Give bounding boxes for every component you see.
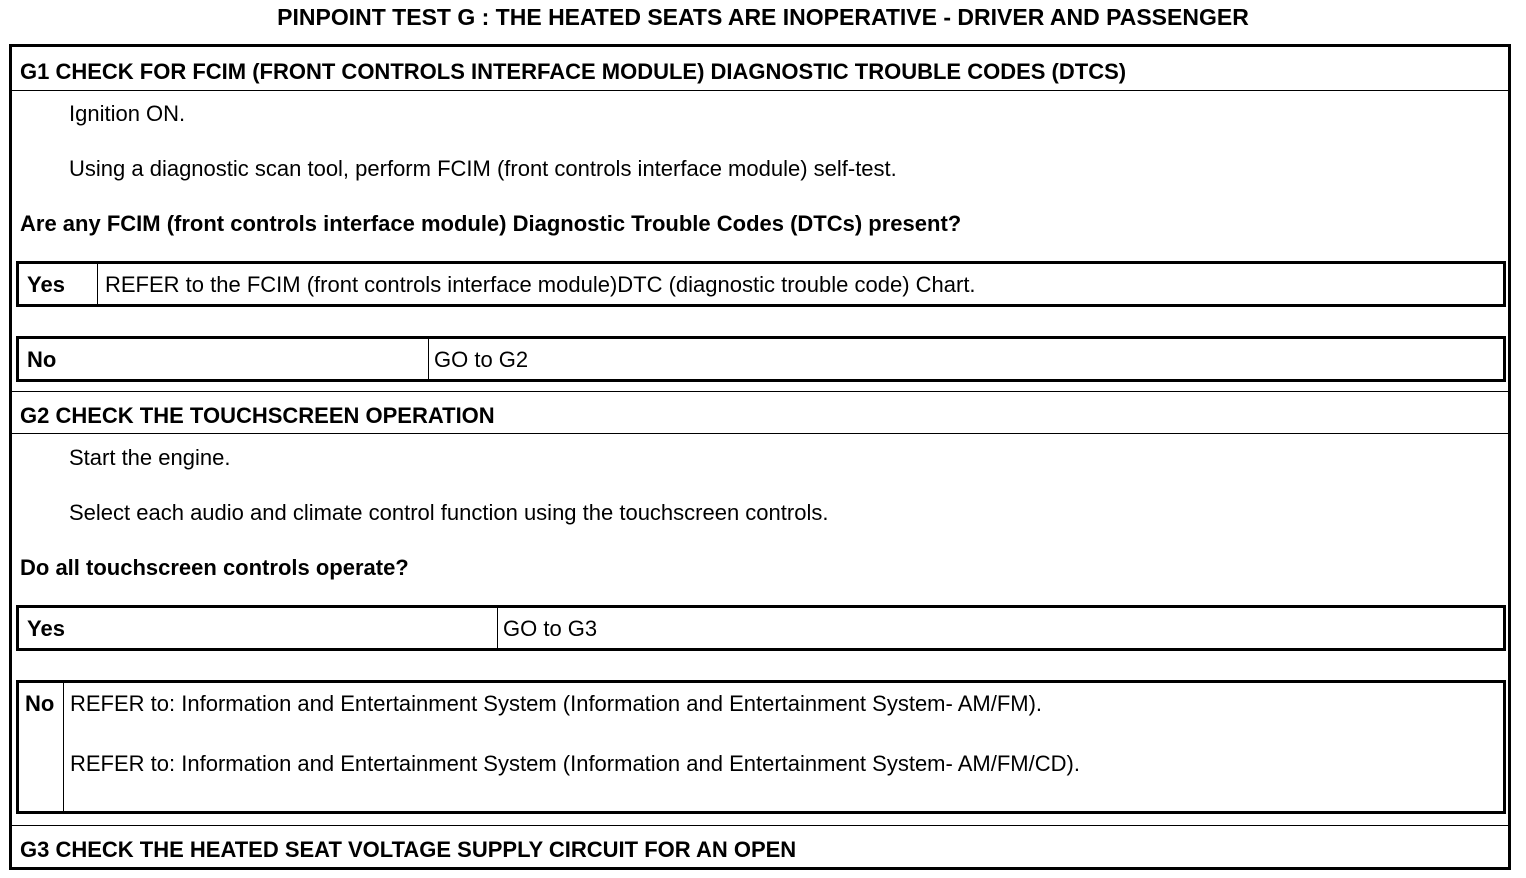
g1-no-action: GO to G2 xyxy=(434,347,529,372)
g1-no-label: No xyxy=(27,347,57,372)
g2-step-2: Select each audio and climate control function using the touchscreen controls. xyxy=(69,500,829,525)
g2-no-row xyxy=(16,680,1506,814)
g1-step-1: Ignition ON. xyxy=(69,101,186,126)
divider xyxy=(12,825,1508,826)
divider xyxy=(12,391,1508,392)
g1-yes-row xyxy=(16,261,1506,307)
cell-divider xyxy=(428,339,429,379)
g2-no-action-1: REFER to: Information and Entertainment System (Information and Entertainment System- AM/FM). xyxy=(70,691,1043,716)
g1-yes-label: Yes xyxy=(27,272,65,297)
g1-header: G1 CHECK FOR FCIM (FRONT CONTROLS INTERFACE MODULE) DIAGNOSTIC TROUBLE CODES (DTCS) xyxy=(20,59,1127,84)
g1-step-2: Using a diagnostic scan tool, perform FCIM (front controls interface module) self-test. xyxy=(69,156,897,181)
g2-yes-action: GO to G3 xyxy=(503,616,598,641)
g1-question: Are any FCIM (front controls interface module) Diagnostic Trouble Codes (DTCs) present? xyxy=(20,211,962,236)
g2-header: G2 CHECK THE TOUCHSCREEN OPERATION xyxy=(20,403,495,428)
cell-divider xyxy=(97,264,98,304)
g1-yes-action: REFER to the FCIM (front controls interface module)DTC (diagnostic trouble code) Chart. xyxy=(105,272,976,297)
g2-step-1: Start the engine. xyxy=(69,445,231,470)
g2-no-label: No xyxy=(25,691,55,716)
pinpoint-test-table xyxy=(9,44,1511,870)
g1-no-row xyxy=(16,336,1506,382)
g2-yes-label: Yes xyxy=(27,616,65,641)
cell-divider xyxy=(63,683,64,811)
divider xyxy=(12,90,1508,91)
g2-question: Do all touchscreen controls operate? xyxy=(20,555,409,580)
divider xyxy=(12,433,1508,434)
page-title: PINPOINT TEST G : THE HEATED SEATS ARE INOPERATIVE - DRIVER AND PASSENGER xyxy=(277,4,1249,30)
g2-yes-row xyxy=(16,605,1506,651)
g2-no-action-2: REFER to: Information and Entertainment System (Information and Entertainment System- AM/FM/CD). xyxy=(70,751,1080,776)
g3-header: G3 CHECK THE HEATED SEAT VOLTAGE SUPPLY CIRCUIT FOR AN OPEN xyxy=(20,837,797,862)
cell-divider xyxy=(497,608,498,648)
